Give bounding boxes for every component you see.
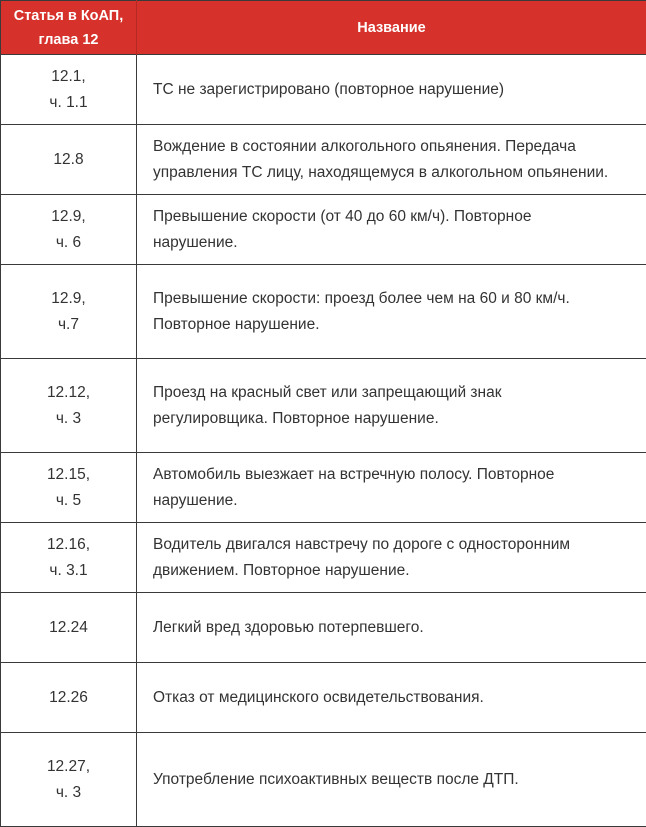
row-article-line1: 12.12, [7, 380, 130, 406]
row-article-line2: ч. 3.1 [7, 558, 130, 584]
row-name-line1: Проезд на красный свет или запрещающий знак [153, 380, 636, 406]
row-name-line1: ТС не зарегистрировано (повторное нарушение) [153, 77, 636, 103]
header-article-line1: Статья в КоАП, [5, 4, 132, 28]
table-row [1, 593, 646, 663]
row-name [137, 55, 646, 125]
row-name [137, 453, 646, 523]
row-article [1, 55, 137, 125]
row-name [137, 265, 646, 359]
row-name-line1: Превышение скорости (от 40 до 60 км/ч). Повторное [153, 204, 636, 230]
row-article-line2: ч. 1.1 [7, 90, 130, 116]
row-article [1, 125, 137, 195]
row-article-line2: ч. 6 [7, 230, 130, 256]
table-row [1, 523, 646, 593]
row-article-line2: ч. 5 [7, 488, 130, 514]
row-name-line2: движением. Повторное нарушение. [153, 558, 636, 584]
row-name [137, 359, 646, 453]
row-name [137, 125, 646, 195]
row-article [1, 265, 137, 359]
row-name-line2: нарушение. [153, 488, 636, 514]
row-name-line1: Легкий вред здоровью потерпевшего. [153, 615, 636, 641]
table-row [1, 55, 646, 125]
row-name [137, 733, 646, 827]
row-name-line2: регулировщика. Повторное нарушение. [153, 406, 636, 432]
row-article-line1: 12.24 [7, 615, 130, 641]
row-name-line1: Водитель двигался навстречу по дороге с односторонним [153, 532, 636, 558]
row-name [137, 523, 646, 593]
row-name-line1: Автомобиль выезжает на встречную полосу. Повторное [153, 462, 636, 488]
row-article [1, 523, 137, 593]
row-article-line1: 12.8 [7, 147, 130, 173]
row-article [1, 453, 137, 523]
row-article [1, 733, 137, 827]
header-article-line2: глава 12 [5, 28, 132, 52]
header-article [1, 1, 137, 55]
row-name-line1: Превышение скорости: проезд более чем на 60 и 80 км/ч. [153, 286, 636, 312]
row-article [1, 663, 137, 733]
row-name [137, 593, 646, 663]
table-row [1, 125, 646, 195]
table-row [1, 663, 646, 733]
row-name [137, 195, 646, 265]
row-article [1, 359, 137, 453]
row-article-line2: ч.7 [7, 312, 130, 338]
row-article-line1: 12.27, [7, 754, 130, 780]
row-article-line1: 12.26 [7, 685, 130, 711]
row-name-line1: Употребление психоактивных веществ после ДТП. [153, 767, 636, 793]
table-header-row [1, 1, 646, 55]
table-row [1, 265, 646, 359]
header-name: Название [137, 1, 646, 55]
table-row [1, 733, 646, 827]
row-article-line2: ч. 3 [7, 406, 130, 432]
row-article-line1: 12.16, [7, 532, 130, 558]
row-name-line2: управления ТС лицу, находящемуся в алкогольном опьянении. [153, 160, 636, 186]
table-row [1, 359, 646, 453]
row-name-line1: Отказ от медицинского освидетельствования. [153, 685, 636, 711]
row-article [1, 593, 137, 663]
row-article-line1: 12.9, [7, 204, 130, 230]
row-article-line1: 12.9, [7, 286, 130, 312]
row-name-line2: Повторное нарушение. [153, 312, 636, 338]
row-article-line2: ч. 3 [7, 780, 130, 806]
row-article [1, 195, 137, 265]
row-name [137, 663, 646, 733]
row-article-line1: 12.15, [7, 462, 130, 488]
table-row [1, 195, 646, 265]
row-name-line1: Вождение в состоянии алкогольного опьянения. Передача [153, 134, 636, 160]
row-name-line2: нарушение. [153, 230, 636, 256]
row-article-line1: 12.1, [7, 64, 130, 90]
table-row [1, 453, 646, 523]
